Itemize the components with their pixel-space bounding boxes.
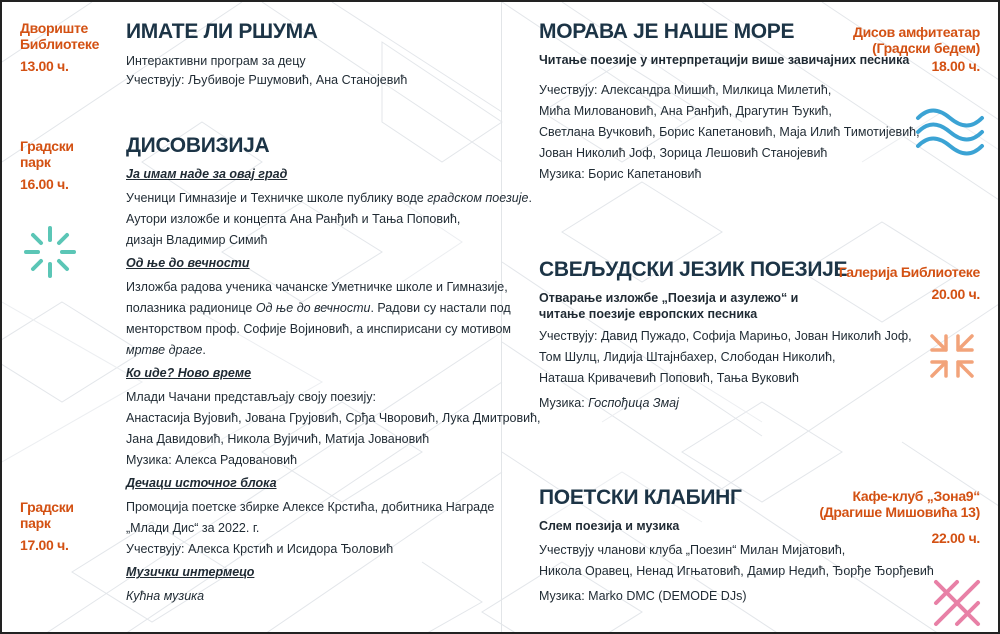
section-subtitle: Слем поезија и музика: [539, 519, 680, 533]
section-subtitle: Читање поезије у интерпретацији више завичајних песника: [539, 53, 910, 67]
event-disovizija: ДИСОВИЗИЈА Ја имам наде за овај град Ученици Гимназије и Техничке школе публику воде градском поезије. Аутори изложбе и концепта Ана Ранђић и Тања Поповић, дизајн Владимир Симић Од ње до вечности Изложба радова ученика чачанске Уметничке школе и Гимназије, полазника радионице Од ње до вечности. Радови су настали под менторством проф. Софије Војиновић, а инспирисани су мотивом мртве драге. Ко иде? Ново време Млади Чачани представљају своју поезију: Анастасија Вујовић, Јована Грујовић, Срђа Чворовић, Лука Дмитровић, Јана Давидовић, Никола Вујичић, Матија Јовановић Музика: Алекса Радовановић Дечаци источног блока Промоција поетске збирке Алексе Крстића, добитника Награде „Млади Дис“ за 2022. г. Учествују: Алекса Крстић и Исидора Ђоловић Музички интермецо Кућна музика: [126, 134, 541, 603]
venue-dis-amphitheatre: Дисов амфитеатар (Градски бедем) 18.00 ч.: [800, 24, 980, 74]
venue-city-park-17: Градски парк 17.00 ч.: [20, 499, 74, 553]
venue-time: 17.00 ч.: [20, 537, 69, 553]
event-poetski-klabing: ПОЕТСКИ КЛАБИНГ Слем поезија и музика Учествују чланови клуба „Поезин“ Милан Мијатовић, Никола Оравец, Ненад Игњатовић, Дамир Недић, Ђорђе Ђорђевић Музика: Marko DMC (DEMODE DJs): [539, 486, 934, 603]
event-rshum: ИМАТЕ ЛИ РШУМА Интерактивни програм за децу Учествују: Љубивоје Ршумовић, Ана Станојевић: [126, 20, 408, 87]
event-title: СВЕЉУДСКИ ЈЕЗИК ПОЕЗИЈЕ: [539, 258, 848, 281]
section-subtitle: Дечаци источног блока: [126, 476, 277, 490]
peach-arrows-icon: [926, 330, 978, 382]
section-subtitle: Отварање изложбе „Поезија и азулежо“ и: [539, 291, 799, 305]
venue-city-park-16: Градски парк 16.00 ч.: [20, 138, 74, 192]
venue-time: 20.00 ч.: [931, 286, 980, 302]
venue-cafe-zona9: Кафе-клуб „Зона9“ (Драгише Мишовића 13) 22.00 ч.: [760, 488, 980, 546]
event-title: ПОЕТСКИ КЛАБИНГ: [539, 486, 742, 509]
event-title: МОРАВА ЈЕ НАШЕ МОРЕ: [539, 20, 795, 43]
section-subtitle: Ја имам наде за овај град: [126, 167, 288, 181]
blue-wave-icon: [914, 106, 986, 158]
section-subtitle: Од ње до вечности: [126, 256, 250, 270]
venue-time: 13.00 ч.: [20, 58, 69, 74]
venue-library-yard: Двориште Библиотеке 13.00 ч.: [20, 20, 100, 74]
teal-burst-icon: [22, 224, 78, 280]
section-subtitle: читање поезије европских песника: [539, 307, 758, 321]
event-morava: МОРАВА ЈЕ НАШЕ МОРЕ Читање поезије у интерпретацији више завичајних песника Учествују: Александра Мишић, Милкица Милетић, Мића Миловановић, Ана Ранђић, Драгутин Ђукић, Светлана Вучковић, Борис Капетановић, Маја Илић Тимотијевић, Јован Николић Јоф, Зорица Лешовић Станојевић Музика: Борис Капетановић: [539, 20, 920, 181]
venue-time: 18.00 ч.: [931, 58, 980, 74]
section-subtitle: Музички интермецо: [126, 565, 255, 579]
section-subtitle: Ко иде? Ново време: [126, 366, 252, 380]
venue-time: 22.00 ч.: [931, 530, 980, 546]
event-title: ДИСОВИЗИЈА: [126, 134, 270, 157]
venue-time: 16.00 ч.: [20, 176, 69, 192]
event-title: ИМАТЕ ЛИ РШУМА: [126, 20, 318, 43]
pink-cross-icon: [930, 576, 984, 630]
venue-library-gallery: Галерија Библиотеке 20.00 ч.: [780, 264, 980, 302]
event-sveljudski: СВЕЉУДСКИ ЈЕЗИК ПОЕЗИЈЕ Отварање изложбе „Поезија и азулежо“ и читање поезије европских песника Учествују: Давид Пужадо, Софија Марињо, Јован Николић Јоф, Том Шулц, Лидија Штајнбахер, Слободан Николић, Наташа Кривачевић Поповић, Тања Вуковић Музика: Госпођица Змај: [539, 258, 912, 410]
